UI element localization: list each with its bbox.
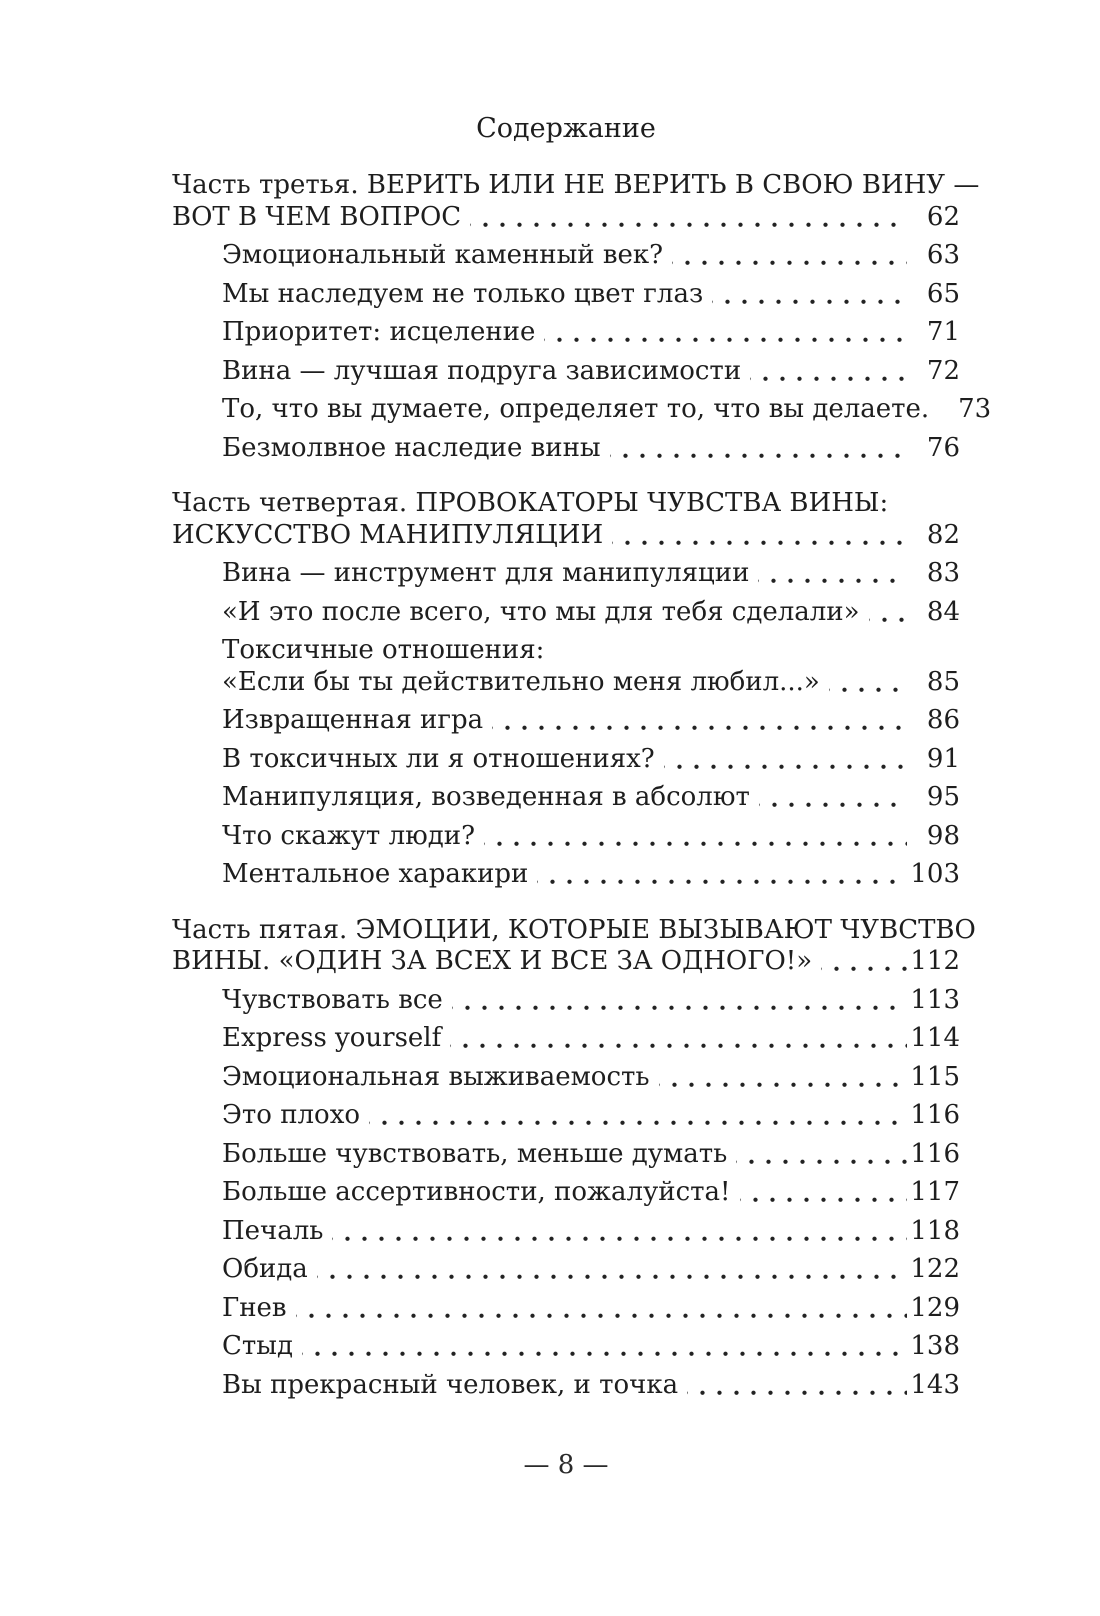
toc-entry (172, 597, 960, 629)
entry-title: Манипуляция, возведенная в абсолют (222, 782, 750, 812)
entry-page-number: 114 (910, 1023, 960, 1053)
entry-page-number: 63 (926, 240, 960, 270)
entry-line: Часть четвертая. ПРОВОКАТОРЫ ЧУВСТВА ВИНЫ: (172, 488, 889, 518)
toc-entry-row (222, 1370, 960, 1402)
dot-leader (544, 317, 907, 349)
entry-page-number: 129 (910, 1292, 960, 1323)
entry-title: Чувствовать все (222, 984, 443, 1015)
entry-title: Вы прекрасный человек, и точка (222, 1369, 679, 1400)
entry-title: Вина — инструмент для манипуляции (222, 558, 750, 588)
toc-entry (172, 356, 960, 388)
entry-title: Мы наследуем не только цвет глаз (222, 278, 704, 309)
entry-line: Часть третья. ВЕРИТЬ ИЛИ НЕ ВЕРИТЬ В СВОЮ ВИНУ — (172, 170, 980, 200)
dot-leader (672, 240, 907, 272)
entry-page-number: 113 (910, 984, 960, 1015)
toc-entry-row (172, 946, 960, 978)
toc-entry (172, 985, 960, 1017)
entry-page-number: 76 (926, 432, 960, 463)
toc-entry-row (172, 520, 960, 552)
toc-entry (172, 914, 976, 978)
toc-entry-row (222, 317, 960, 349)
toc-entry (172, 1139, 960, 1171)
dot-leader (450, 1023, 907, 1055)
dot-leader (740, 1177, 908, 1209)
dot-leader (687, 1370, 907, 1402)
dot-leader (369, 1100, 907, 1132)
entry-title: Больше чувствовать, меньше думать (222, 1138, 728, 1169)
toc-entry (172, 782, 960, 814)
entry-title: Обида (222, 1254, 308, 1284)
toc-entry-row (222, 240, 960, 272)
toc-entry-row (222, 1062, 960, 1094)
dot-leader (712, 279, 907, 311)
entry-page-number: 112 (910, 946, 960, 976)
dot-leader (470, 202, 907, 234)
entry-page-number: 117 (910, 1177, 960, 1207)
entry-title: Что скажут люди? (222, 820, 476, 851)
entry-page-number: 62 (926, 201, 960, 232)
toc-entry (172, 433, 960, 465)
toc-entry (172, 744, 960, 776)
toc-entry-row (222, 279, 960, 311)
toc-entry-row (172, 202, 960, 234)
toc-entry-row (222, 356, 960, 388)
entry-page-number: 82 (926, 519, 960, 550)
entry-title: Эмоциональный каменный век? (222, 240, 664, 270)
toc-entry-row (222, 1331, 960, 1363)
toc-entry (172, 1370, 960, 1402)
entry-line: Часть пятая. ЭМОЦИИ, КОТОРЫЕ ВЫЗЫВАЮТ ЧУВСТВО (172, 914, 976, 945)
toc-entry-row (222, 985, 960, 1017)
toc-list (172, 170, 992, 1401)
entry-title: «И это после всего, что мы для тебя сделали» (222, 596, 860, 627)
entry-page-number: 115 (910, 1061, 960, 1092)
toc-entry-row (222, 1177, 960, 1209)
entry-page-number: 103 (910, 859, 960, 889)
dot-leader (296, 1293, 907, 1325)
toc-entry (172, 279, 960, 311)
entry-title: «Если бы ты действительно меня любил...» (222, 666, 820, 697)
dot-leader (821, 946, 907, 978)
entry-title: Вина — лучшая подруга зависимости (222, 355, 742, 386)
toc-entry-row (222, 597, 960, 629)
folio-page-number: — 8 — (523, 1450, 609, 1480)
entry-title: Приоритет: исцеление (222, 317, 536, 347)
entry-page-number: 116 (910, 1138, 960, 1169)
toc-entry (172, 1100, 960, 1132)
dot-leader (612, 520, 907, 552)
toc-entry (172, 1062, 960, 1094)
toc-entry-row (222, 1139, 960, 1171)
toc-entry-row (222, 859, 960, 891)
toc-entry (172, 1216, 960, 1248)
toc-entry-row (222, 1293, 960, 1325)
toc-entry-row (222, 667, 960, 699)
entry-title: Больше ассертивности, пожалуйста! (222, 1177, 731, 1207)
entry-title: Ментальное харакири (222, 859, 529, 889)
toc-entry (172, 821, 960, 853)
toc-entry-row (222, 1100, 960, 1132)
toc-entry-row (222, 744, 960, 776)
entry-page-number: 65 (926, 278, 960, 309)
entry-title: Гнев (222, 1292, 287, 1323)
entry-title: ВИНЫ. «ОДИН ЗА ВСЕХ И ВСЕ ЗА ОДНОГО!» (172, 946, 813, 976)
entry-title: Стыд (222, 1331, 293, 1361)
entry-title: Печаль (222, 1215, 324, 1246)
entry-title: В токсичных ли я отношениях? (222, 743, 655, 774)
entry-page-number: 143 (910, 1369, 960, 1400)
toc-entry-row (222, 394, 992, 426)
dot-leader (492, 705, 907, 737)
toc-entry (172, 170, 980, 233)
entry-title: ВОТ В ЧЕМ ВОПРОС (172, 201, 462, 232)
entry-title: Извращенная игра (222, 705, 484, 735)
entry-page-number: 72 (926, 355, 960, 386)
entry-title: ИСКУССТВО МАНИПУЛЯЦИИ (172, 519, 604, 550)
page-title: Содержание (476, 113, 656, 144)
page-footer (172, 1448, 960, 1482)
entry-page-number: 71 (926, 317, 960, 347)
entry-page-number: 116 (910, 1100, 960, 1130)
dot-leader (759, 782, 907, 814)
toc-entry-row (222, 705, 960, 737)
dot-leader (332, 1216, 907, 1248)
toc-entry-row (222, 433, 960, 465)
entry-title: То, что вы думаете, определяет то, что вы делаете. (222, 394, 930, 424)
entry-page-number: 98 (926, 820, 960, 851)
entry-page-number: 85 (926, 666, 960, 697)
entry-title: Это плохо (222, 1100, 361, 1130)
toc-entry-row (222, 558, 960, 590)
dot-leader (750, 356, 907, 388)
entry-page-number: 91 (926, 743, 960, 774)
entry-page-number: 84 (926, 596, 960, 627)
entry-page-number: 118 (910, 1215, 960, 1246)
entry-title: Безмолвное наследие вины (222, 432, 601, 463)
toc-entry (172, 1293, 960, 1325)
dot-leader (659, 1062, 907, 1094)
toc-entry (172, 635, 960, 698)
toc-entry-row (222, 1023, 960, 1055)
toc-entry-row (222, 821, 960, 853)
toc-entry (172, 558, 960, 590)
entry-page-number: 95 (926, 782, 960, 812)
toc-entry (172, 1254, 960, 1286)
entry-page-number: 138 (910, 1331, 960, 1361)
dot-leader (537, 859, 907, 891)
entry-page-number: 86 (926, 705, 960, 735)
dot-leader (758, 558, 907, 590)
toc-entry (172, 317, 960, 349)
dot-leader (829, 667, 907, 699)
dot-leader (302, 1331, 907, 1363)
entry-page-number: 83 (926, 558, 960, 588)
dot-leader (736, 1139, 907, 1171)
toc-entry (172, 1177, 960, 1209)
toc-entry (172, 1331, 960, 1363)
toc-entry-row (222, 1254, 960, 1286)
entry-line: Токсичные отношения: (222, 635, 545, 665)
toc-entry (172, 859, 960, 891)
entry-title: Express yourself (222, 1023, 442, 1053)
toc-entry (172, 240, 960, 272)
entry-page-number: 73 (958, 394, 992, 424)
dot-leader (869, 597, 908, 629)
dot-leader (610, 433, 907, 465)
entry-title: Эмоциональная выживаемость (222, 1061, 650, 1092)
dot-leader (664, 744, 907, 776)
toc-entry-row (222, 1216, 960, 1248)
toc-entry (172, 1023, 960, 1055)
dot-leader (484, 821, 907, 853)
toc-entry-row (222, 782, 960, 814)
dot-leader (317, 1254, 907, 1286)
entry-page-number: 122 (910, 1254, 960, 1284)
dot-leader (452, 985, 907, 1017)
toc-entry (172, 705, 960, 737)
toc-entry (172, 488, 960, 551)
toc-entry (172, 394, 992, 426)
